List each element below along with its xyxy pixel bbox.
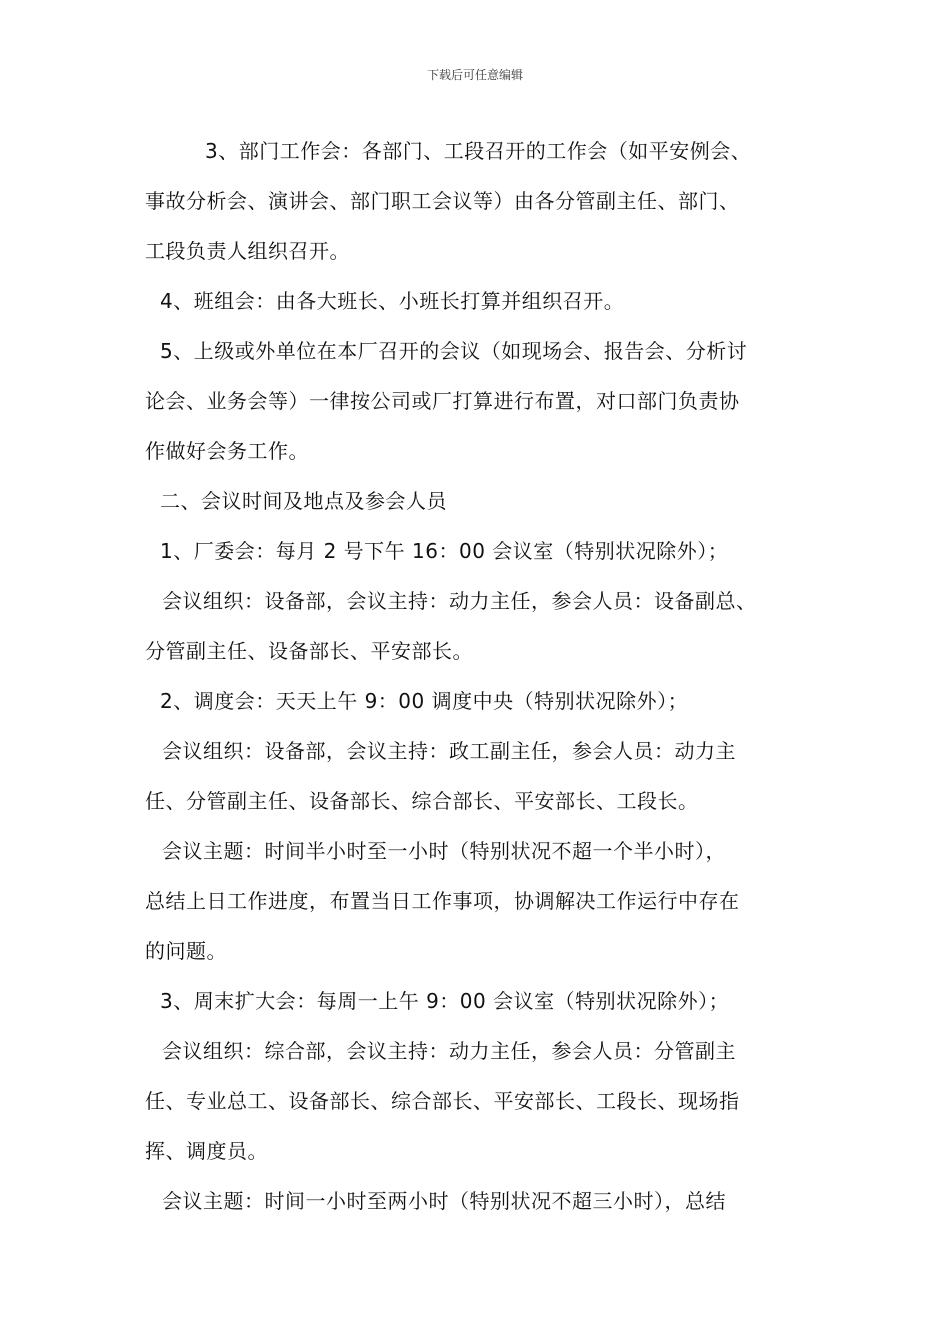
text-line: 论会、业务会等）一律按公司或厂打算进行布置，对口部门负责协: [145, 389, 740, 413]
text-line: 2、调度会：天天上午 9：00 调度中央（特别状况除外）；: [160, 689, 689, 713]
text-line: 4、班组会：由各大班长、小班长打算并组织召开。: [160, 289, 625, 313]
text-line: 工段负责人组织召开。: [145, 239, 350, 263]
text-line: 5、上级或外单位在本厂召开的会议（如现场会、报告会、分析讨: [160, 339, 748, 363]
text-line: 任、专业总工、设备部长、综合部长、平安部长、工段长、现场指: [145, 1089, 740, 1113]
section-heading: 二、会议时间及地点及参会人员: [160, 489, 447, 513]
text-line: 会议组织：综合部，会议主持：动力主任，参会人员：分管副主: [162, 1039, 736, 1063]
text-line: 作做好会务工作。: [145, 439, 309, 463]
text-line: 分管副主任、设备部长、平安部长。: [145, 639, 473, 663]
text-line: 会议组织：设备部，会议主持：政工副主任，参会人员：动力主: [162, 739, 736, 763]
text-line: 事故分析会、演讲会、部门职工会议等）由各分管副主任、部门、: [145, 189, 740, 213]
text-line: 会议组织：设备部，会议主持：动力主任，参会人员：设备副总、: [162, 589, 757, 613]
text-line: 会议主题：时间一小时至两小时（特别状况不超三小时），总结: [162, 1189, 726, 1213]
text-line: 3、周末扩大会：每周一上午 9：00 会议室（特别状况除外）；: [160, 989, 730, 1013]
text-line: 挥、调度员。: [145, 1139, 268, 1163]
text-line: 任、分管副主任、设备部长、综合部长、平安部长、工段长。: [145, 789, 699, 813]
text-line: 的问题。: [145, 939, 227, 963]
page-header: 下载后可任意编辑: [426, 68, 523, 82]
text-line: 3、部门工作会：各部门、工段召开的工作会（如平安例会、: [205, 139, 752, 163]
text-line: 总结上日工作进度，布置当日工作事项，协调解决工作运行中存在: [145, 889, 740, 913]
text-line: 会议主题：时间半小时至一小时（特别状况不超一个半小时），: [162, 839, 726, 863]
text-line: 1、厂委会：每月 2 号下午 16：00 会议室（特别状况除外）；: [160, 539, 729, 563]
